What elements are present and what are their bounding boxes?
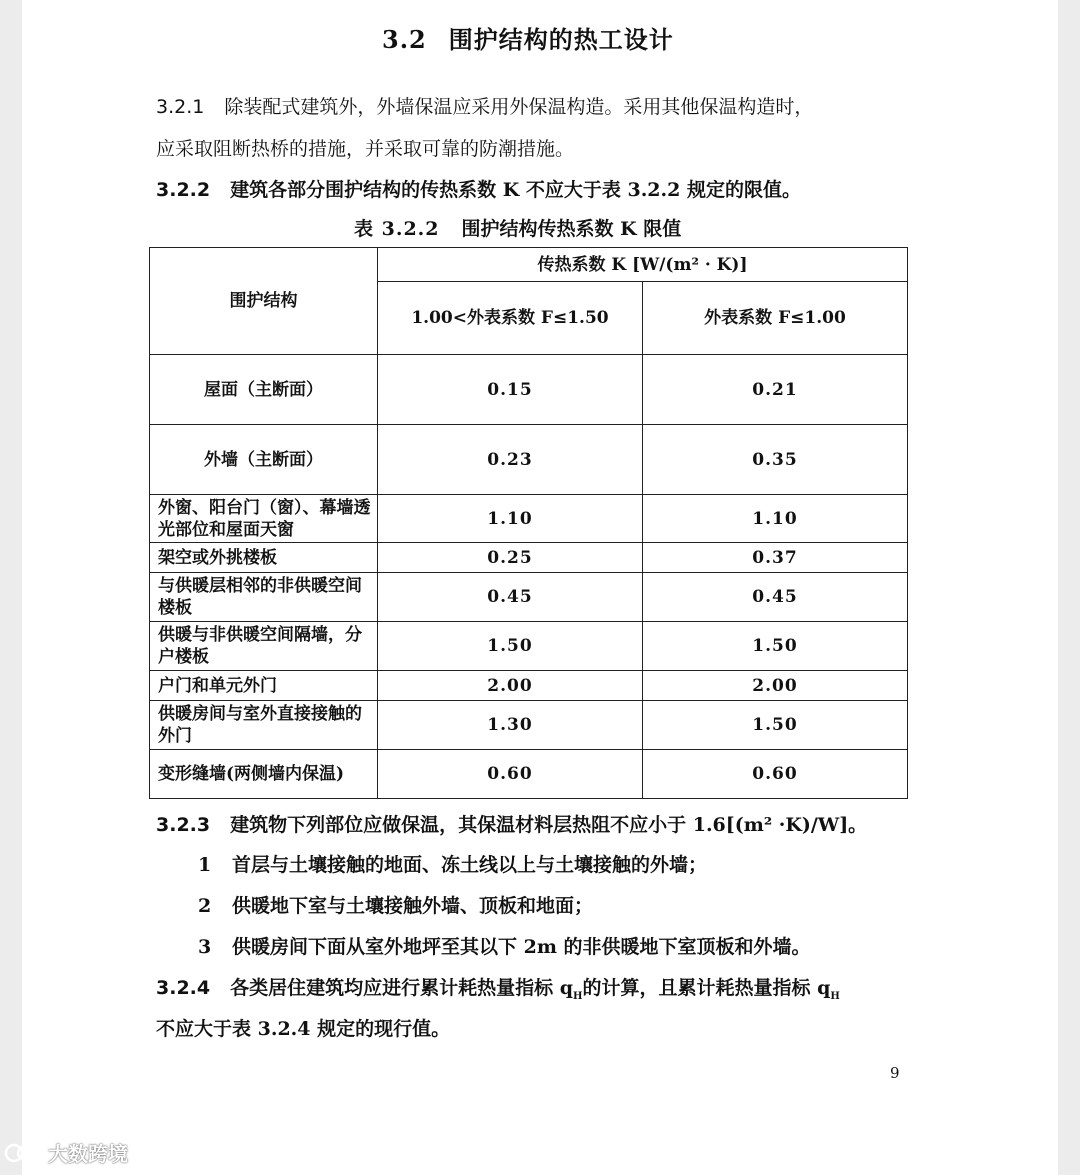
row-value-2: 1.10 — [643, 495, 908, 543]
section-heading: 围护结构的热工设计 — [448, 25, 674, 54]
table-caption-number: 表 3.2.2 — [354, 218, 440, 240]
row-name: 外窗、阳台门（窗）、幕墙透光部位和屋面天窗 — [150, 495, 378, 543]
k-limit-table — [149, 247, 908, 799]
header-structure: 围护结构 — [150, 248, 378, 355]
row-value-2: 0.45 — [643, 573, 908, 622]
watermark-text: 大数跨境 — [48, 1142, 128, 1166]
table-row — [150, 543, 908, 573]
clause-text: 的计算，且累计耗热量指标 q — [582, 977, 831, 999]
row-name: 外墙（主断面） — [150, 425, 378, 495]
row-name: 供暖房间与室外直接接触的外门 — [150, 701, 378, 750]
clause-text: 建筑物下列部位应做保温，其保温材料层热阻不应小于 1.6[(m² ·K)/W]。 — [230, 814, 868, 836]
list-item — [198, 850, 707, 877]
row-value-2: 2.00 — [643, 671, 908, 701]
row-value-2: 0.37 — [643, 543, 908, 573]
clause-3-2-1-line1 — [156, 92, 813, 119]
table-row — [150, 355, 908, 425]
row-value-1: 1.10 — [378, 495, 643, 543]
page-number: 9 — [890, 1064, 900, 1082]
clause-text: 除装配式建筑外，外墙保温应采用外保温构造。采用其他保温构造时， — [224, 96, 814, 118]
row-value-2: 0.21 — [643, 355, 908, 425]
header-col2: 外表系数 F≤1.00 — [643, 282, 908, 355]
table-caption — [354, 214, 681, 241]
table-row — [150, 622, 908, 671]
table-row — [150, 495, 908, 543]
row-name: 变形缝墙(两侧墙内保温) — [150, 750, 378, 799]
clause-3-2-4-line2: 不应大于表 3.2.4 规定的现行值。 — [156, 1018, 451, 1040]
list-item-text: 供暖房间下面从室外地坪至其以下 2m 的非供暖地下室顶板和外墙。 — [232, 936, 811, 958]
row-value-1: 1.50 — [378, 622, 643, 671]
table-row — [150, 750, 908, 799]
row-name: 供暖与非供暖空间隔墙，分户楼板 — [150, 622, 378, 671]
clause-number: 3.2.4 — [156, 977, 211, 999]
clause-number: 3.2.1 — [156, 96, 205, 118]
subscript: H — [573, 990, 583, 1002]
row-name: 屋面（主断面） — [150, 355, 378, 425]
row-value-2: 0.35 — [643, 425, 908, 495]
table-row — [150, 425, 908, 495]
row-name: 与供暖层相邻的非供暖空间楼板 — [150, 573, 378, 622]
clause-text: 建筑各部分围护结构的传热系数 K 不应大于表 3.2.2 规定的限值。 — [230, 179, 801, 201]
row-value-2: 1.50 — [643, 701, 908, 750]
clause-3-2-3 — [156, 810, 867, 837]
row-value-1: 0.15 — [378, 355, 643, 425]
row-value-1: 0.23 — [378, 425, 643, 495]
list-item-number: 3 — [198, 936, 212, 958]
watermark-logo-icon — [4, 1142, 44, 1164]
document-page — [22, 0, 1058, 1175]
row-name: 户门和单元外门 — [150, 671, 378, 701]
list-item — [198, 891, 593, 918]
row-value-1: 0.60 — [378, 750, 643, 799]
list-item-number: 1 — [198, 854, 212, 876]
section-number: 3.2 — [382, 25, 427, 54]
table-row — [150, 671, 908, 701]
row-value-1: 0.25 — [378, 543, 643, 573]
row-value-2: 0.60 — [643, 750, 908, 799]
header-group: 传热系数 K [W/(m² · K)] — [378, 248, 908, 282]
list-item-number: 2 — [198, 895, 212, 917]
subscript: H — [830, 990, 840, 1002]
header-col1: 1.00<外表系数 F≤1.50 — [378, 282, 643, 355]
list-item-text: 首层与土壤接触的地面、冻土线以上与土壤接触的外墙； — [232, 854, 708, 876]
watermark — [4, 1138, 128, 1167]
table-caption-title: 围护结构传热系数 K 限值 — [461, 218, 682, 240]
section-title — [382, 20, 674, 55]
table-row — [150, 573, 908, 622]
clause-number: 3.2.3 — [156, 814, 211, 836]
clause-3-2-2 — [156, 175, 801, 202]
table-row — [150, 701, 908, 750]
list-item — [198, 932, 811, 959]
clause-text: 各类居住建筑均应进行累计耗热量指标 q — [230, 977, 574, 999]
row-value-1: 0.45 — [378, 573, 643, 622]
row-value-2: 1.50 — [643, 622, 908, 671]
row-value-1: 2.00 — [378, 671, 643, 701]
clause-3-2-1-line2: 应采取阻断热桥的措施，并采取可靠的防潮措施。 — [156, 138, 575, 160]
clause-number: 3.2.2 — [156, 179, 211, 201]
list-item-text: 供暖地下室与土壤接触外墙、顶板和地面； — [232, 895, 594, 917]
row-value-1: 1.30 — [378, 701, 643, 750]
clause-3-2-4-line1 — [156, 973, 840, 1002]
row-name: 架空或外挑楼板 — [150, 543, 378, 573]
